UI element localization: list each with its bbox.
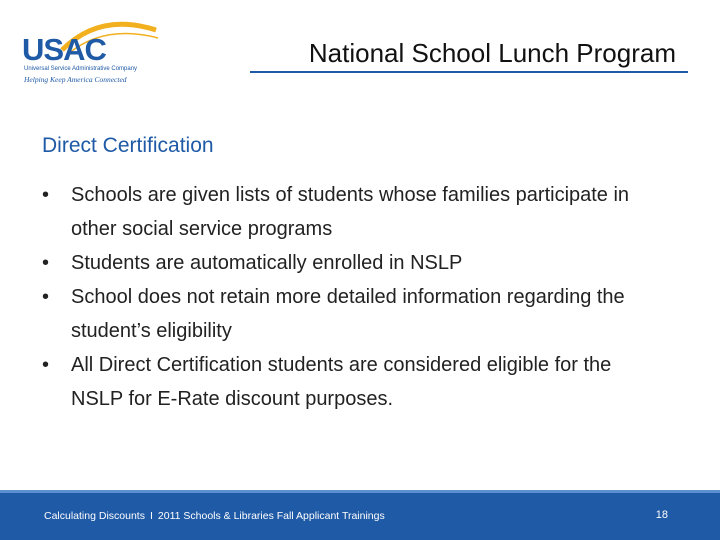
bullet-list — [42, 178, 662, 416]
bullet-item: • Schools are given lists of students whose families participate in other social service programs — [42, 178, 662, 246]
page-number: 18 — [655, 509, 668, 521]
bullet-item: • Students are automatically enrolled in NSLP — [42, 246, 662, 280]
logo-slogan: Helping Keep America Connected — [24, 75, 127, 84]
bullet-item: • School does not retain more detailed information regarding the student’s eligibility — [42, 280, 662, 348]
logo-wordmark: USAC — [22, 32, 106, 67]
footer-event: 2011 Schools & Libraries Fall Applicant Trainings — [157, 510, 385, 522]
slide-title: National School Lunch Program — [308, 38, 676, 68]
footer-separator: I — [149, 510, 153, 522]
section-heading: Direct Certification — [42, 134, 214, 157]
logo-tagline: Universal Service Administrative Company — [24, 66, 138, 72]
usac-logo — [22, 18, 162, 88]
title-underline — [250, 71, 688, 73]
bullet-item: • All Direct Certification students are considered eligible for the NSLP for E-Rate discount purposes. — [42, 348, 662, 416]
footer-caption — [44, 510, 385, 522]
footer-bar — [0, 490, 720, 540]
footer-course: Calculating Discounts — [44, 510, 145, 522]
footer-top-rule — [0, 490, 720, 493]
